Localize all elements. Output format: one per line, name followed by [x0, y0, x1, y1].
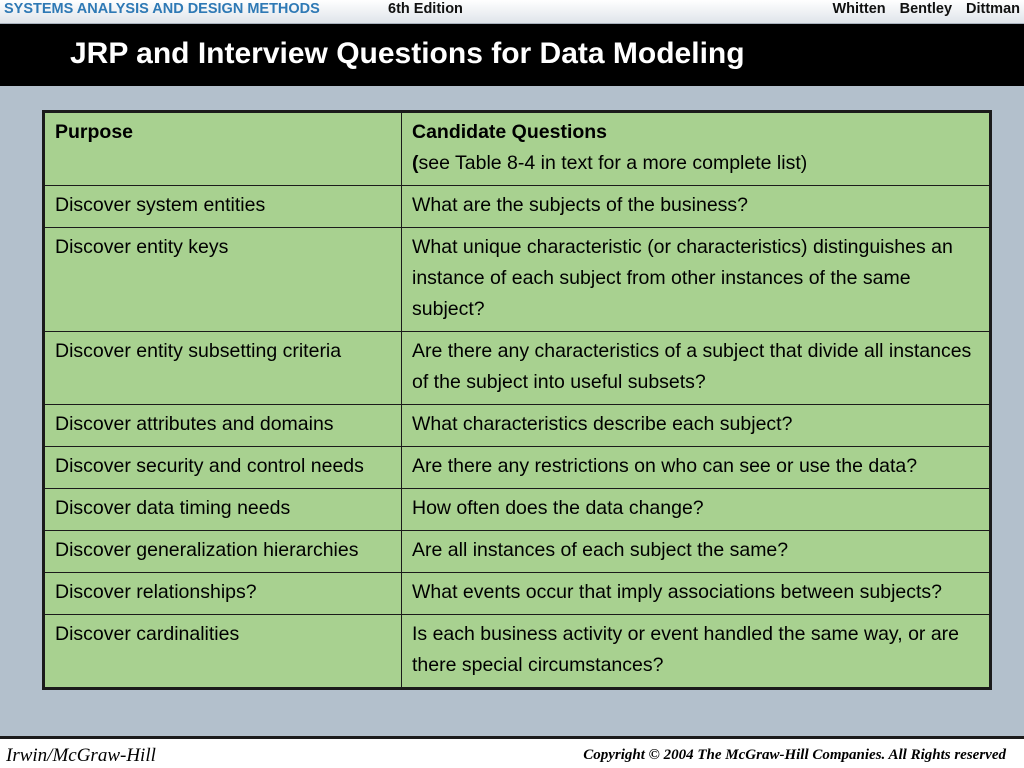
purpose-cell: Discover data timing needs	[44, 489, 402, 531]
purpose-cell: Discover relationships?	[44, 573, 402, 615]
publisher-label: Irwin/McGraw-Hill	[6, 745, 156, 766]
slide-content	[0, 86, 1024, 736]
edition-label: 6th Edition	[388, 1, 463, 17]
question-cell: What unique characteristic (or characteristics) distinguishes an instance of each subject from other instances of the same subject?	[402, 228, 991, 332]
purpose-cell: Discover entity subsetting criteria	[44, 332, 402, 405]
header-candidate-questions	[402, 112, 991, 186]
purpose-cell: Discover system entities	[44, 186, 402, 228]
purpose-cell: Discover entity keys	[44, 228, 402, 332]
slide-title: JRP and Interview Questions for Data Modeling	[70, 37, 745, 70]
table-row	[44, 447, 991, 489]
author-name: Bentley	[899, 1, 953, 17]
question-cell: Are there any characteristics of a subject that divide all instances of the subject into useful subsets?	[402, 332, 991, 405]
header-questions-label: Candidate Questions	[412, 121, 608, 143]
header-note-paren: (	[412, 152, 419, 174]
question-cell: What characteristics describe each subject?	[402, 405, 991, 447]
table-row	[44, 573, 991, 615]
table-row	[44, 615, 991, 689]
purpose-cell: Discover generalization hierarchies	[44, 531, 402, 573]
table-row	[44, 332, 991, 405]
table-row	[44, 405, 991, 447]
question-cell: Is each business activity or event handled the same way, or are there special circumstances?	[402, 615, 991, 689]
book-title: SYSTEMS ANALYSIS AND DESIGN METHODS	[4, 1, 320, 17]
title-band	[0, 24, 1024, 86]
author-name: Whitten	[832, 1, 886, 17]
header-purpose: Purpose	[44, 112, 402, 186]
table-row	[44, 531, 991, 573]
purpose-cell: Discover security and control needs	[44, 447, 402, 489]
question-cell: Are there any restrictions on who can see or use the data?	[402, 447, 991, 489]
purpose-cell: Discover attributes and domains	[44, 405, 402, 447]
copyright-notice: Copyright © 2004 The McGraw-Hill Companies. All Rights reserved	[583, 747, 1006, 763]
questions-table	[42, 110, 992, 690]
table-header-row	[44, 112, 991, 186]
header-note-text: see Table 8-4 in text for a more complete list)	[418, 152, 808, 174]
footer-bar	[0, 736, 1024, 768]
authors	[832, 1, 1020, 17]
header-note	[412, 148, 979, 179]
author-name: Dittman	[966, 1, 1020, 17]
question-cell: What are the subjects of the business?	[402, 186, 991, 228]
purpose-cell: Discover cardinalities	[44, 615, 402, 689]
question-cell: What events occur that imply associations between subjects?	[402, 573, 991, 615]
top-header-bar	[0, 0, 1024, 24]
table-row	[44, 228, 991, 332]
question-cell: Are all instances of each subject the same?	[402, 531, 991, 573]
table-row	[44, 186, 991, 228]
table-row	[44, 489, 991, 531]
question-cell: How often does the data change?	[402, 489, 991, 531]
